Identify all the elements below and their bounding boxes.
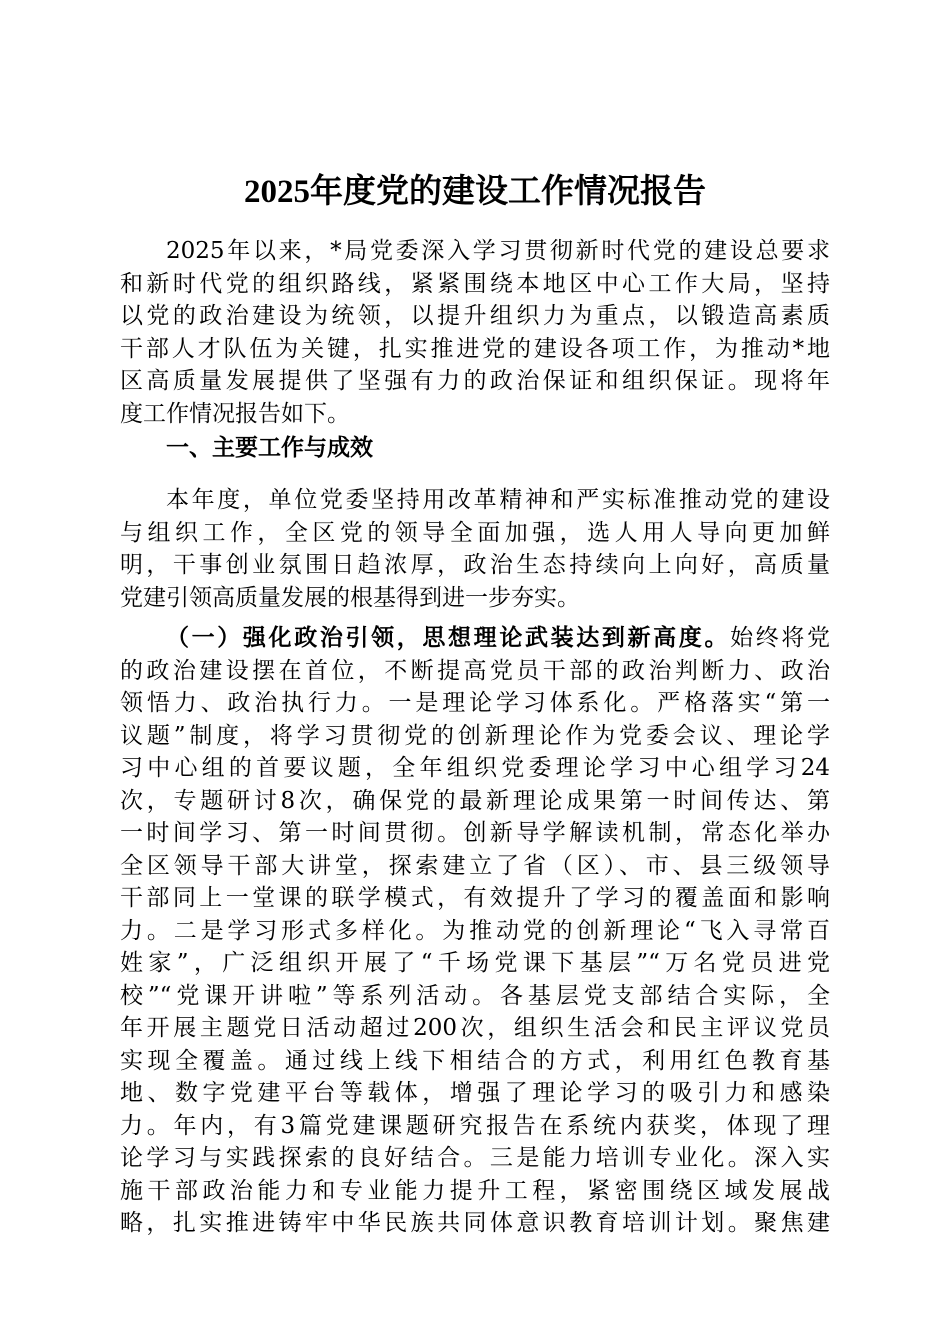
paragraph-line: 与组织工作，全区党的领导全面加强，选人用人导向更加鲜 — [120, 519, 830, 546]
paragraph-line: 度工作情况报告如下。 — [120, 400, 350, 427]
paragraph-line: 力。年内，有3篇党建课题研究报告在系统内获奖，体现了理 — [120, 1112, 830, 1139]
paragraph-line: 校”“党课开讲啦”等系列活动。各基层党支部结合实际，全 — [120, 982, 830, 1009]
paragraph-line: 姓家”，广泛组织开展了“千场党课下基层”“万名党员进党 — [120, 950, 830, 976]
paragraph-line: 干部人才队伍为关键，扎实推进党的建设各项工作，为推动*地 — [120, 335, 830, 362]
section-heading: 一、主要工作与成效 — [166, 434, 373, 461]
paragraph-line: 实现全覆盖。通过线上线下相结合的方式，利用红色教育基 — [120, 1047, 830, 1074]
paragraph-overview — [120, 484, 830, 614]
paragraph-line: 领悟力、政治执行力。一是理论学习体系化。严格落实“第一 — [120, 690, 830, 716]
paragraph-line: 论学习与实践探索的良好结合。三是能力培训专业化。深入实 — [120, 1145, 830, 1171]
paragraph-line: 力。二是学习形式多样化。为推动党的创新理论“飞入寻常百 — [120, 917, 830, 944]
paragraph-line — [120, 622, 830, 655]
paragraph-line: 2025年以来，*局党委深入学习贯彻新时代党的建设总要求 — [166, 238, 830, 264]
paragraph-line: 略，扎实推进铸牢中华民族共同体意识教育培训计划。聚焦建 — [120, 1210, 830, 1236]
document-title: 2025年度党的建设工作情况报告 — [244, 174, 706, 210]
paragraph-line: 一时间学习、第一时间贯彻。创新导学解读机制，常态化举办 — [120, 820, 830, 846]
paragraph-line: 次，专题研讨8次，确保党的最新理论成果第一时间传达、第 — [120, 787, 830, 814]
paragraph-line: 党建引领高质量发展的根基得到进一步夯实。 — [120, 584, 580, 611]
paragraph-line: 议题”制度，将学习贯彻党的创新理论作为党委会议、理论学 — [120, 722, 830, 749]
paragraph-line: 地、数字党建平台等载体，增强了理论学习的吸引力和感染 — [120, 1080, 830, 1106]
paragraph-line: 施干部政治能力和专业能力提升工程，紧密围绕区域发展战 — [120, 1177, 830, 1204]
subsection-lead: （一）强化政治引领，思想理论武装达到新高度。 — [166, 624, 731, 651]
paragraph-political-guidance — [120, 622, 830, 1240]
paragraph-line: 习中心组的首要议题，全年组织党委理论学习中心组学习24 — [120, 755, 830, 781]
paragraph-line: 明，干事创业氛围日趋浓厚，政治生态持续向上向好，高质量 — [120, 552, 830, 578]
paragraph-line: 区高质量发展提供了坚强有力的政治保证和组织保证。现将年 — [120, 368, 830, 394]
paragraph-line: 年开展主题党日活动超过200次，组织生活会和民主评议党员 — [120, 1015, 830, 1041]
paragraph-intro — [120, 235, 830, 430]
paragraph-line: 本年度，单位党委坚持用改革精神和严实标准推动党的建设 — [166, 487, 830, 513]
paragraph-line: 的政治建设摆在首位，不断提高党员干部的政治判断力、政治 — [120, 657, 830, 684]
paragraph-line: 和新时代党的组织路线，紧紧围绕本地区中心工作大局，坚持 — [120, 270, 830, 297]
paragraph-line: 以党的政治建设为统领，以提升组织力为重点，以锻造高素质 — [120, 303, 830, 329]
paragraph-line: 干部同上一堂课的联学模式，有效提升了学习的覆盖面和影响 — [120, 885, 830, 911]
paragraph-line-rest: 始终将党 — [730, 625, 831, 651]
paragraph-line: 全区领导干部大讲堂，探索建立了省（区）、市、县三级领导 — [120, 852, 830, 879]
